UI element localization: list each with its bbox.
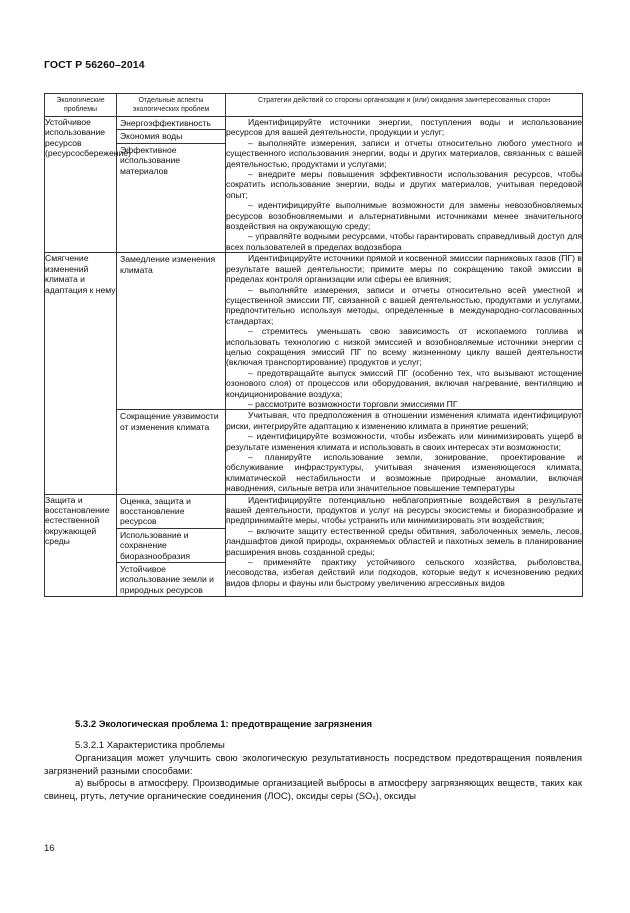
aspect-item: Оценка, защита и восстановление ресурсов: [117, 495, 225, 529]
section-title: 5.3.2 Экологическая проблема 1: предотвращение загрязнения: [75, 719, 373, 730]
problem-cell: Устойчивое использование ресурсов (ресурсосбережение): [45, 117, 117, 253]
strategy-item: – планируйте использование земли, зонирование, проектирование и обслуживание инфраструктуры, учитывая значения изменяющегося климата, климатической нестабильности и возможные природные аномалии, включая наводнения, сильные ветра или значительное повышение температуры: [226, 452, 582, 494]
problem-cell: Смягчение изменений климата и адаптация к нему: [45, 253, 117, 494]
col-header-strategies: Стратегии действий со стороны организации и (или) ожидания заинтересованных сторон: [226, 94, 583, 117]
col-header-aspects: Отдельные аспекты экологических проблем: [117, 94, 226, 117]
table-row: [45, 117, 583, 253]
strategy-item: – идентифицируйте выполнимые возможности для замены невозобновляемых ресурсов возобновляемыми и альтернативными источниками менее значительного воздействия на окружающую среду;: [226, 200, 582, 232]
table-header-row: [45, 94, 583, 117]
strategy-item: – стремитесь уменьшать свою зависимость от ископаемого топлива и использовать технологию с низкой эмиссией и возобновляемые источники энергии с целью сокращения эмиссий ПГ по всему жизненному циклу вашей деятельности (включая транспортирование) продуктов и услуг;: [226, 326, 582, 368]
aspect-item: Экономия воды: [117, 130, 225, 143]
paragraph: Организация может улучшить свою экологическую результативность посредством предотвращения появления загрязнений разными способами:: [44, 752, 582, 777]
strategy-item: – рассмотрите возможности торговли эмиссиями ПГ: [248, 398, 458, 409]
strategy-item: – идентифицируйте возможности, чтобы избежать или минимизировать ущерб в результате изменения климата и использовать в своих интересах эти возможности;: [226, 431, 582, 452]
aspect-item: Использование и сохранение биоразнообразия: [117, 529, 225, 563]
problem-cell: Защита и восстановление естественной окружающей среды: [45, 494, 117, 597]
aspects-cell: [117, 410, 226, 494]
strategies-cell: [226, 410, 583, 494]
strategies-cell: [226, 253, 583, 410]
strategy-table: [44, 93, 583, 597]
aspect-item: Энергоэффективность: [117, 117, 225, 130]
strategy-item: – выполняйте измерения, записи и отчеты относительно всей уместной и существенной эмиссии ПГ, связанной с вашей деятельностью, продуктами и услугами, предпочтительно используя методы, определенные в международно-согласованных стандартах;: [226, 284, 582, 326]
aspect-item: Устойчивое использование земли и природных ресурсов: [120, 564, 214, 595]
strategies-cell: [226, 494, 583, 597]
aspects-cell: [117, 494, 226, 597]
aspect-item: Сокращение уязвимости от изменения климата: [120, 411, 219, 432]
strategy-item: – выполняйте измерения, записи и отчеты относительно любого уместного и существенного использования энергии, воды и других материалов, связанных с вашей деятельностью, продуктами и услугами;: [226, 137, 582, 169]
strategy-item: – предотвращайте выпуск эмиссий ПГ (особенно тех, что вызывают истощение озонового слоя) от процессов или оборудования, включая нагревание, вентиляцию и кондиционирование воздуха;: [226, 367, 582, 399]
strategy-item: Идентифицируйте потенциально неблагоприятные воздействия в результате вашей деятельности, продуктов и услуг на ресурсы экосистемы и биоразнообразие и предпринимайте меры, чтобы устранить или минимизировать эти воздействия;: [226, 494, 582, 526]
aspects-cell: [117, 253, 226, 410]
table-row: [45, 494, 583, 597]
strategy-item: – внедрите меры повышения эффективности использования ресурсов, чтобы сократить использование энергии, воды и других материалов, учитывая передовой опыт;: [226, 169, 582, 200]
strategy-item: – применяйте практику устойчивого сельского хозяйства, рыболовства, лесоводства, избегая действий или подходов, которые ведут к исчезновению редких видов флоры и фауны или быстрому увеличению агрессивных видов: [226, 557, 582, 588]
aspects-cell: [117, 117, 226, 253]
table-row: [45, 253, 583, 410]
subsection-title: 5.3.2.1 Характеристика проблемы: [75, 740, 225, 751]
strategy-item: Идентифицируйте источники энергии, поступления воды и использование ресурсов для вашей деятельности, продукции и услуг;: [226, 117, 582, 138]
aspect-item: Эффективное использование материалов: [120, 144, 181, 176]
aspect-item: Замедление изменения климата: [120, 254, 216, 275]
strategy-item: – включите защиту естественной среды обитания, заболоченных земель, лесов, ландшафтов дикой природы, охраняемых областей и пахотных земель в планирование расширения вновь созданной среды;: [226, 525, 582, 557]
page-number: 16: [44, 843, 55, 854]
col-header-problems: Экологические проблемы: [45, 94, 117, 117]
document-header: ГОСТ Р 56260–2014: [44, 59, 145, 71]
body-text: [44, 740, 582, 804]
strategy-item: Учитывая, что предположения в отношении изменения климата идентифицируют риски, интегрируйте адаптацию к изменению климата в принятие решений;: [226, 410, 582, 431]
strategies-cell: [226, 117, 583, 253]
strategy-item: Идентифицируйте источники прямой и косвенной эмиссии парниковых газов (ПГ) в результате вашей деятельности; примите меры по сокращению такой эмиссии в пределах контроля организации или сферы ее влияния;: [226, 253, 582, 285]
strategy-item: – управляйте водными ресурсами, чтобы гарантировать справедливый доступ для всех пользователей в пределах водозабора: [226, 231, 582, 252]
table-row: [45, 410, 583, 494]
paragraph: а) выбросы в атмосферу. Производимые организацией выбросы в атмосферу загрязняющих веществ, таких как свинец, ртуть, летучие органические соединения (ЛОС), оксиды серы (SOₓ), оксиды: [44, 778, 582, 803]
